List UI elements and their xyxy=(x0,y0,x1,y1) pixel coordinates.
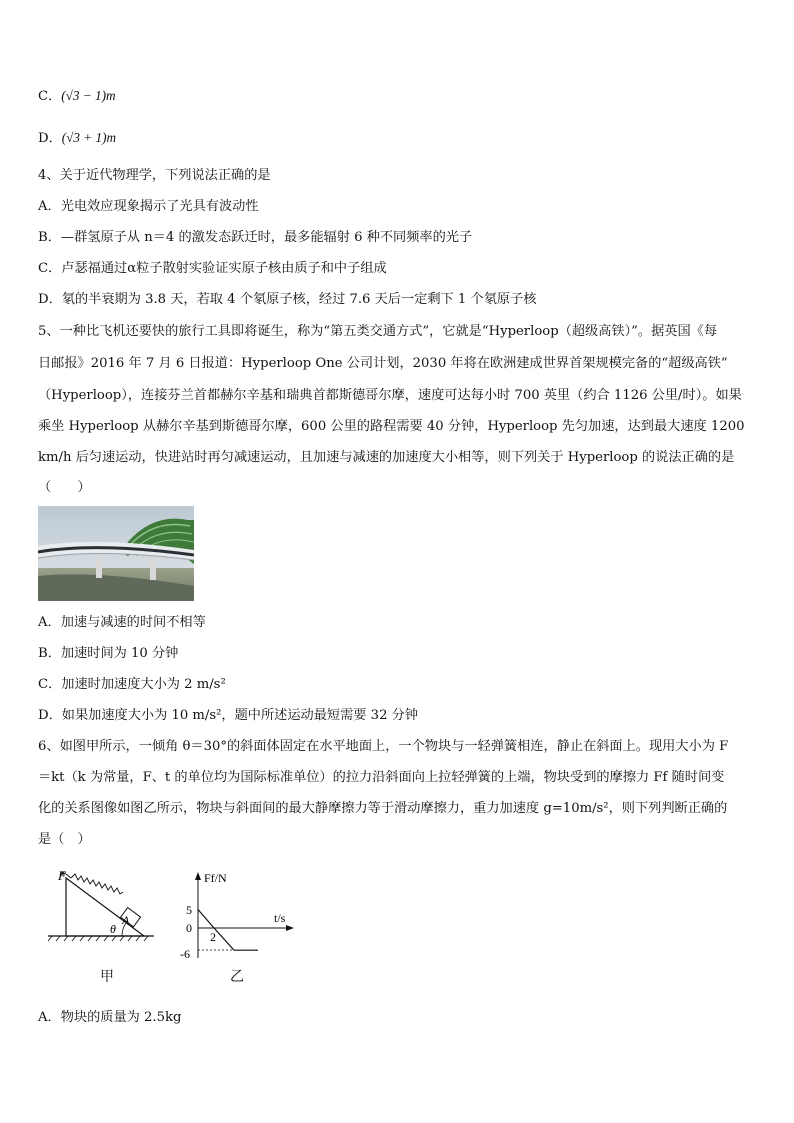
figure-b-caption: 乙 xyxy=(230,969,244,985)
q4-option-d: D．氡的半衰期为 3.8 天，若取 4 个氡原子核，经过 7.6 天后一定剩下 1 个氡原子核 xyxy=(38,292,537,307)
q6-option-a: A．物块的质量为 2.5kg xyxy=(38,1010,182,1025)
q5-option-d: D．如果加速度大小为 10 m/s²，题中所述运动最短需要 32 分钟 xyxy=(38,708,419,723)
q6-stem-line: 化的关系图像如图乙所示，物块与斜面间的最大静摩擦力等于滑动摩擦力，重力加速度 g=10m/s²，则下列判断正确的 xyxy=(38,801,728,816)
figure-incline xyxy=(44,866,160,946)
q5-stem-line: （ ） xyxy=(38,480,91,495)
incline-diagram xyxy=(44,866,160,946)
q5-stem-line: 乘坐 Hyperloop 从赫尔辛基到斯德哥尔摩，600 公里的路程需要 40 分钟，Hyperloop 先匀加速，达到最大速度 1200 xyxy=(38,419,745,434)
q3-option-c xyxy=(38,86,116,107)
q3-option-d-label: D． xyxy=(38,131,62,146)
q4-stem: 4、关于近代物理学，下列说法正确的是 xyxy=(38,168,271,183)
q6-stem-line: 是（ ） xyxy=(38,832,91,847)
q5-option-c: C．加速时加速度大小为 2 m/s² xyxy=(38,677,226,692)
q5-option-a: A．加速与减速的时间不相等 xyxy=(38,615,206,630)
q5-stem-line: km/h 后匀速运动，快进站时再匀减速运动，且加速与减速的加速度大小相等，则下列关于 Hyperloop 的说法正确的是 xyxy=(38,450,735,465)
friction-time-chart xyxy=(176,866,296,964)
force-label: F xyxy=(58,868,66,883)
q5-stem-line: 日邮报》2016 年 7 月 6 日报道：Hyperloop One 公司计划，2030 年将在欧洲建成世界首架规模完备的“超级高铁” xyxy=(38,356,728,371)
figure-friction-graph xyxy=(176,866,296,964)
q4-option-c: C．卢瑟福通过α粒子散射实验证实原子核由质子和中子组成 xyxy=(38,261,387,276)
y-axis-label: Ff/N xyxy=(204,871,227,885)
q5-stem-line: 5、一种比飞机还要快的旅行工具即将诞生，称为“第五类交通方式”，它就是“Hyperloop（超级高铁）”。据英国《每 xyxy=(38,324,718,339)
q5-option-b: B．加速时间为 10 分钟 xyxy=(38,646,179,661)
x-tick-2: 2 xyxy=(210,930,216,944)
y-tick-0: 0 xyxy=(186,921,192,935)
q4-option-b: B．—群氢原子从 n＝4 的激发态跃迁时，最多能辐射 6 种不同频率的光子 xyxy=(38,230,473,245)
y-tick-neg6: -6 xyxy=(180,947,190,961)
y-tick-5: 5 xyxy=(186,903,192,917)
q3-option-d-expr: (√3 + 1)m xyxy=(61,130,116,145)
q3-option-c-expr: (√3 − 1)m xyxy=(61,88,116,103)
q6-stem-line: 6、如图甲所示，一倾角 θ＝30°的斜面体固定在水平地面上，一个物块与一轻弹簧相连，静止在斜面上。现用大小为 F xyxy=(38,739,729,754)
q6-stem-line: ＝kt（k 为常量，F、t 的单位均为国际标准单位）的拉力沿斜面向上拉轻弹簧的上端，物块受到的摩擦力 Ff 随时间变 xyxy=(38,770,725,785)
q5-stem-line: （Hyperloop），连接芬兰首都赫尔辛基和瑞典首都斯德哥尔摩，速度可达每小时 700 英里（约合 1126 公里/时）。如果 xyxy=(38,388,742,403)
friction-series-line xyxy=(198,910,258,951)
block-label: A xyxy=(122,913,130,927)
angle-label: θ xyxy=(110,922,116,936)
q4-option-a: A．光电效应现象揭示了光具有波动性 xyxy=(38,199,259,214)
hyperloop-illustration xyxy=(38,506,194,601)
figure-a-caption: 甲 xyxy=(100,969,114,985)
q3-option-c-label: C． xyxy=(38,89,62,104)
x-axis-label: t/s xyxy=(274,911,286,925)
hyperloop-photo xyxy=(38,506,194,601)
q3-option-d xyxy=(38,128,116,149)
